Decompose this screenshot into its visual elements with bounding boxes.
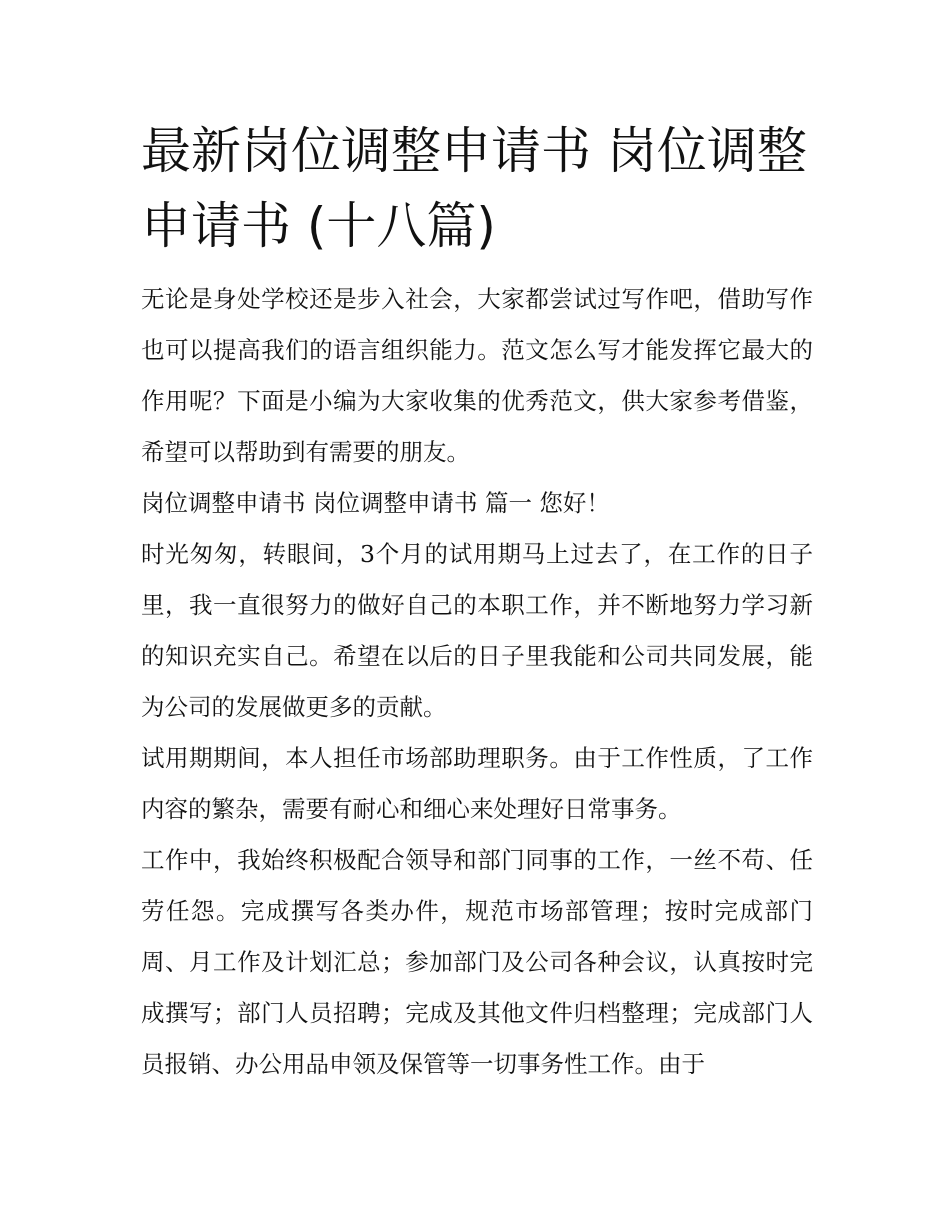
paragraph-intro: 无论是身处学校还是步入社会，大家都尝试过写作吧，借助写作也可以提高我们的语言组织能力。范文怎么写才能发挥它最大的作用呢？下面是小编为大家收集的优秀范文，供大家参考借鉴，希望可以帮助到有需要的朋友。 (141, 285, 813, 466)
paragraph-section-heading: 岗位调整申请书 岗位调整申请书 篇一 您好！ (141, 489, 610, 517)
paragraph-body: 工作中，我始终积极配合领导和部门同事的工作，一丝不苟、任劳任怨。完成撰写各类办件，规范市场部管理；按时完成部门周、月工作及计划汇总；参加部门及公司各种会议，认真按时完成撰写；部门人员招聘；完成及其他文件归档整理；完成部门人员报销、办公用品申领及保管等一切事务性工作。由于 (141, 846, 813, 1078)
document-body (141, 114, 813, 1090)
paragraph-body: 试用期期间，本人担任市场部助理职务。由于工作性质，了工作内容的繁杂，需要有耐心和细心来处理好日常事务。 (141, 744, 813, 823)
document-title: 最新岗位调整申请书 岗位调整申请书 (十八篇) (141, 122, 807, 255)
paragraph-body: 时光匆匆，转眼间，3个月的试用期马上过去了，在工作的日子里，我一直很努力的做好自己的本职工作，并不断地努力学习新的知识充实自己。希望在以后的日子里我能和公司共同发展，能为公司的发展做更多的贡献。 (141, 540, 813, 721)
